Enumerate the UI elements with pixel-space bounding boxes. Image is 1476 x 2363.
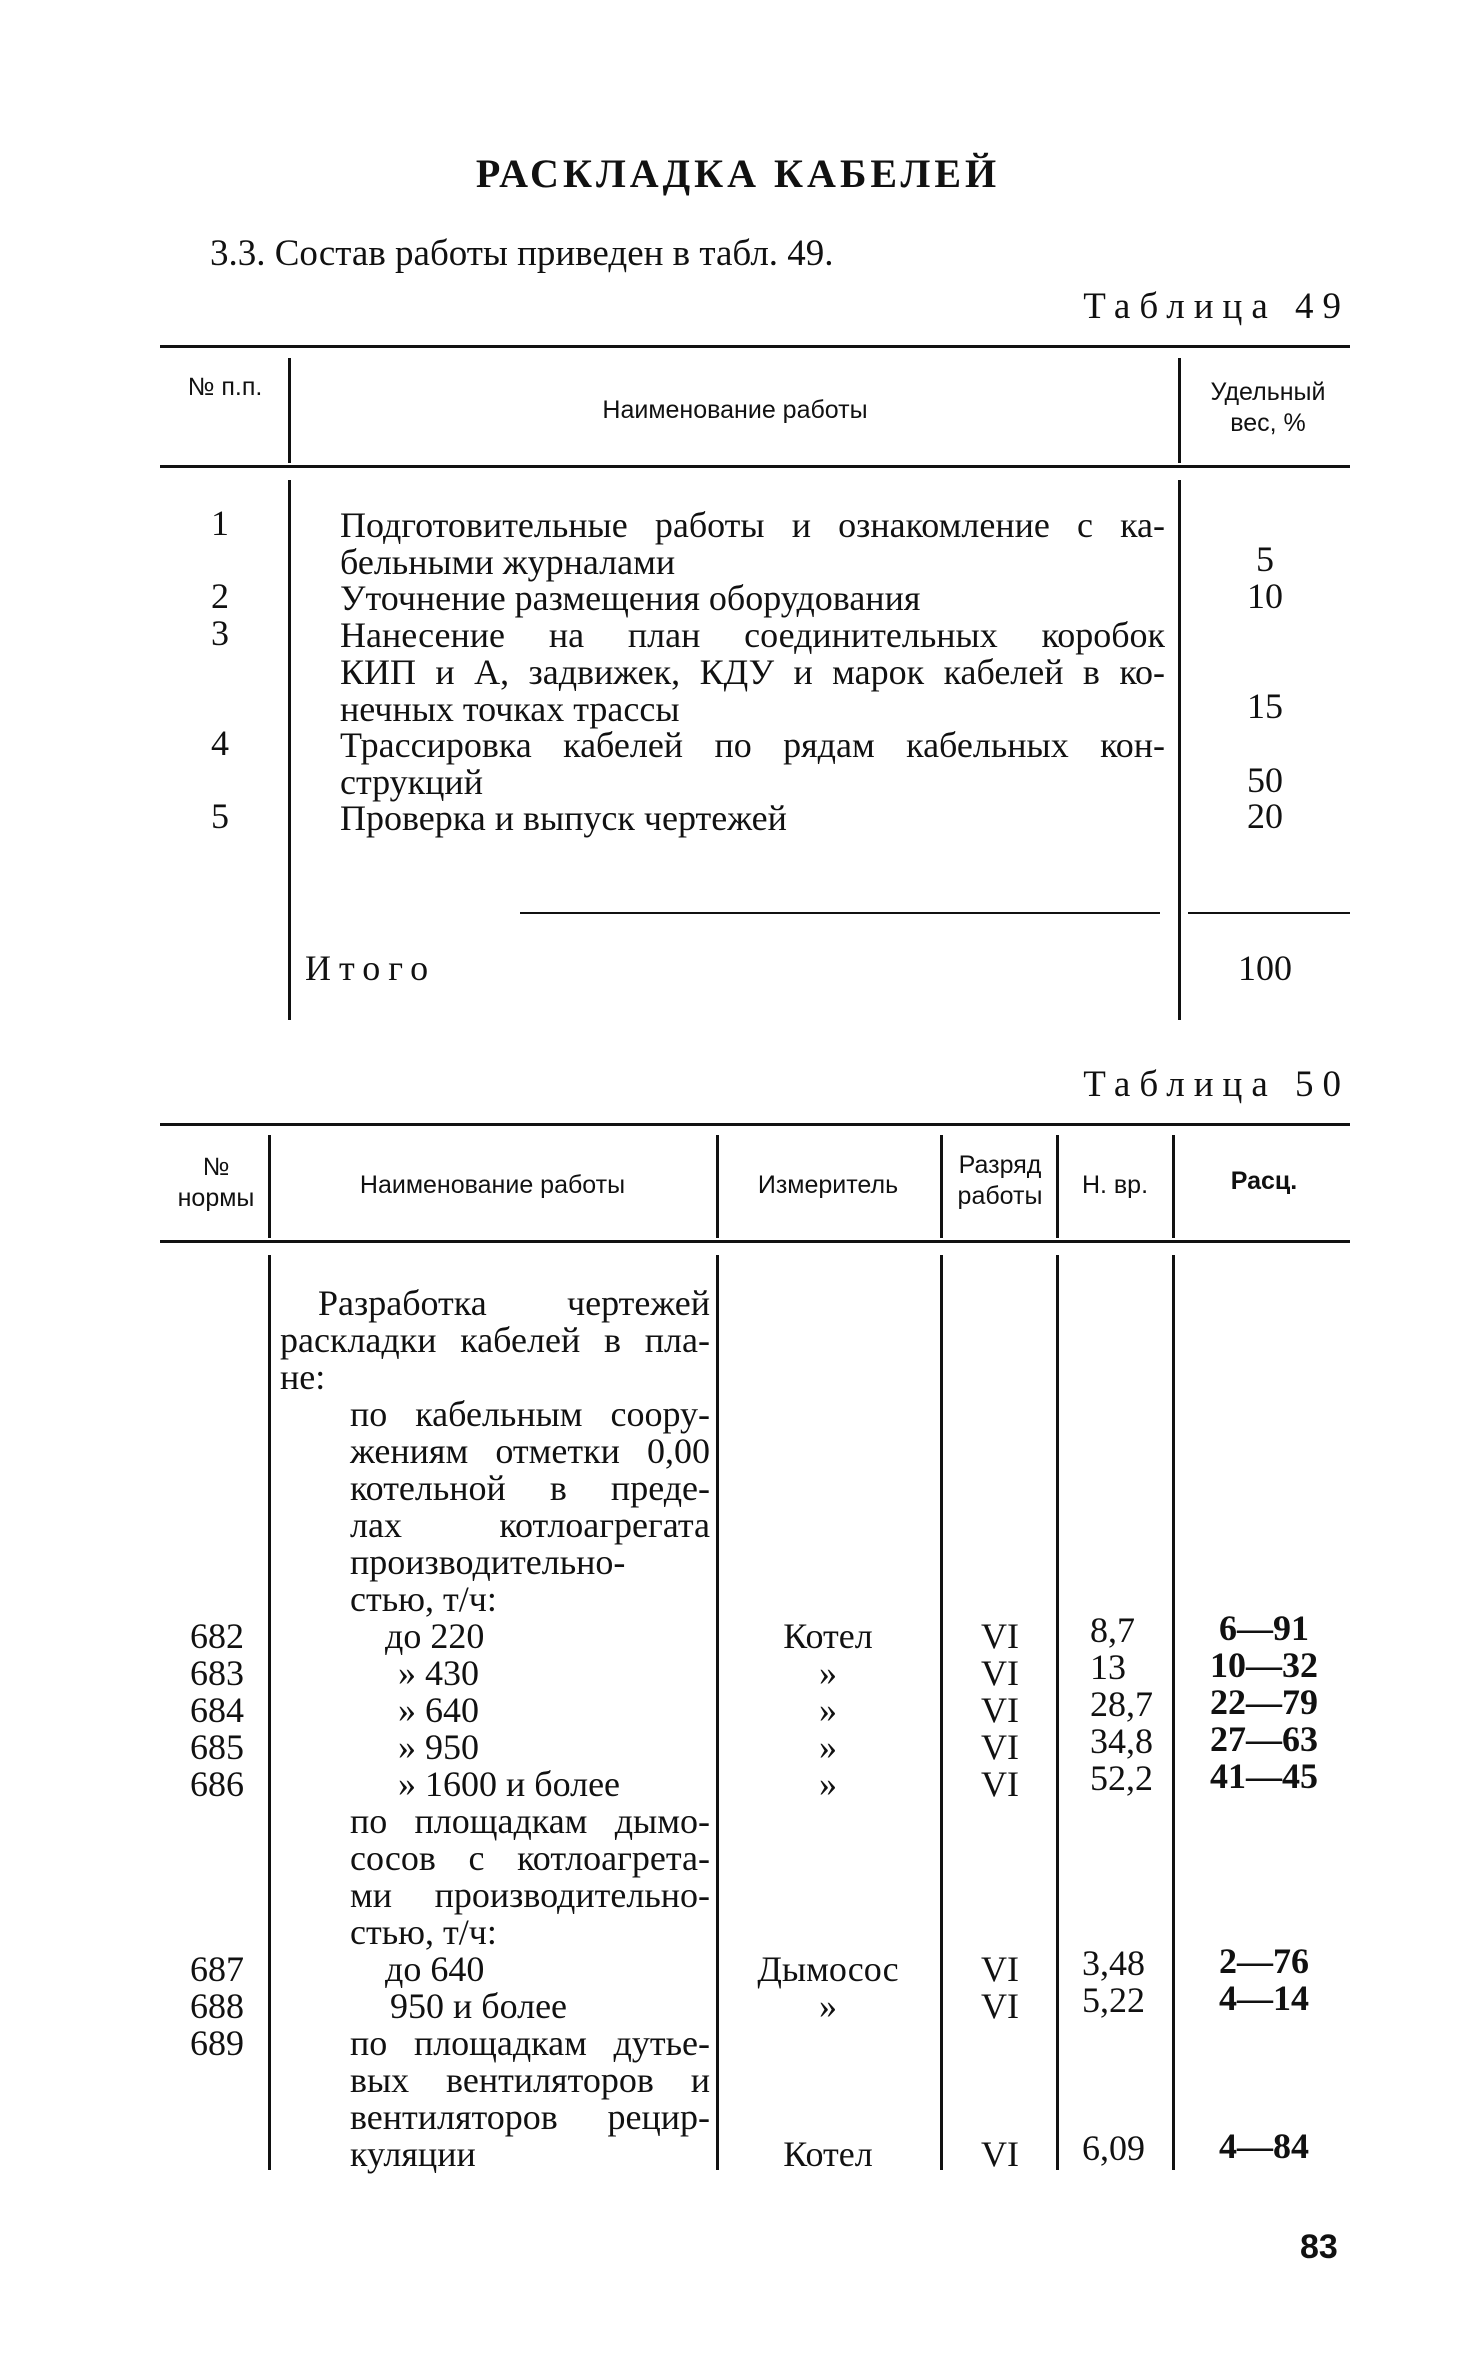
rate-cell: 27—63 [1210, 1719, 1318, 1759]
norm-number: 689 [190, 2023, 244, 2063]
grade-cell: VI [981, 1690, 1019, 1730]
table49-row-text: Уточнение размещения оборудования [340, 578, 921, 618]
table50-header-grade: Разряд работы [957, 1151, 1043, 1210]
grade-cell: VI [981, 1653, 1019, 1693]
table49-row-weight: 5 [1256, 539, 1274, 579]
rate-cell: 4—84 [1219, 2126, 1309, 2166]
table50-divider [268, 1255, 271, 2170]
time-cell: 8,7 [1090, 1610, 1135, 1650]
work-text-line: по кабельным соору- [350, 1394, 710, 1434]
table50-header-rule [160, 1240, 1350, 1243]
table49-row-text: струкций [340, 762, 483, 802]
norm-number: 687 [190, 1949, 244, 1989]
work-text-line: до 640 [385, 1949, 485, 1989]
work-text-line: сосов с котлоагрета- [350, 1838, 710, 1878]
unit-cell: » [819, 1727, 837, 1767]
unit-cell: Котел [783, 1616, 873, 1656]
table49-divider [1178, 480, 1181, 1020]
table49-top-rule [160, 345, 1350, 348]
table49-row-text: КИП и А, задвижек, КДУ и марок кабелей в ко- [340, 652, 1165, 692]
section-heading: РАСКЛАДКА КАБЕЛЕЙ [475, 151, 1001, 196]
table49-row-num: 1 [211, 503, 229, 543]
table50-header-rate: Расц. [1230, 1167, 1298, 1195]
unit-cell: » [819, 1690, 837, 1730]
time-cell: 3,48 [1082, 1943, 1145, 1983]
work-text-line: » 950 [398, 1727, 479, 1767]
work-text-line: производительно- [350, 1542, 626, 1582]
table49-divider [1178, 358, 1181, 463]
table50-header-num: № нормы [177, 1153, 255, 1212]
norm-number: 688 [190, 1986, 244, 2026]
table49-header-num: № п.п. [187, 373, 263, 401]
unit-cell: » [819, 1986, 837, 2026]
table49-row-text: Трассировка кабелей по рядам кабельных кон- [340, 725, 1165, 765]
work-text-line: стью, т/ч: [350, 1912, 497, 1952]
table50-divider [1056, 1135, 1059, 1238]
grade-cell: VI [981, 1616, 1019, 1656]
work-text-line: » 430 [398, 1653, 479, 1693]
rate-cell: 4—14 [1219, 1978, 1309, 2018]
table49-row-num: 4 [211, 723, 229, 763]
table49-row-text: Проверка и выпуск чертежей [340, 798, 787, 838]
table50-divider [940, 1255, 943, 2170]
table50-divider [940, 1135, 943, 1238]
work-text-line: вых вентиляторов и [350, 2060, 710, 2100]
rate-cell: 2—76 [1219, 1941, 1309, 1981]
table49-row-text: Нанесение на план соединительных коробок [340, 615, 1165, 655]
time-cell: 5,22 [1082, 1980, 1145, 2020]
table49-divider [288, 480, 291, 1020]
work-text-line: до 220 [385, 1616, 485, 1656]
rate-cell: 6—91 [1219, 1608, 1309, 1648]
total-rule [1188, 912, 1350, 914]
norm-number: 685 [190, 1727, 244, 1767]
table50-divider [268, 1135, 271, 1238]
rate-cell: 22—79 [1210, 1682, 1318, 1722]
norm-number: 682 [190, 1616, 244, 1656]
table50-divider [716, 1135, 719, 1238]
grade-cell: VI [981, 1949, 1019, 1989]
table50-header-unit: Измеритель [757, 1171, 899, 1199]
work-text-line: жениям отметки 0,00 [350, 1431, 710, 1471]
table49-header-name: Наименование работы [602, 396, 868, 424]
unit-cell: Дымосос [757, 1949, 899, 1989]
grade-cell: VI [981, 2134, 1019, 2174]
table50-divider [716, 1255, 719, 2170]
unit-cell: » [819, 1764, 837, 1804]
rate-cell: 10—32 [1210, 1645, 1318, 1685]
norm-number: 683 [190, 1653, 244, 1693]
time-cell: 34,8 [1090, 1721, 1153, 1761]
grade-cell: VI [981, 1727, 1019, 1767]
rate-cell: 41—45 [1210, 1756, 1318, 1796]
page-number: 83 [1300, 2228, 1338, 2266]
work-text-line: лах котлоагрегата [350, 1505, 710, 1545]
total-label: Итого [305, 948, 437, 988]
time-cell: 6,09 [1082, 2128, 1145, 2168]
work-text-line: раскладки кабелей в пла- [280, 1320, 710, 1360]
work-text-line: стью, т/ч: [350, 1579, 497, 1619]
total-value: 100 [1238, 948, 1292, 988]
table50-divider [1172, 1135, 1175, 1238]
table49-row-text: нечных точках трассы [340, 689, 680, 729]
time-cell: 52,2 [1090, 1758, 1153, 1798]
work-text-line: Разработка чертежей [318, 1283, 710, 1323]
table49-row-num: 3 [211, 613, 229, 653]
table49-row-num: 2 [211, 576, 229, 616]
work-text-line: 950 и более [390, 1986, 568, 2026]
grade-cell: VI [981, 1986, 1019, 2026]
table50-top-rule [160, 1123, 1350, 1126]
table49-header-weight: Удельный вес, % [1210, 378, 1326, 437]
work-text-line: » 640 [398, 1690, 479, 1730]
work-text-line: по площадкам дымо- [350, 1801, 710, 1841]
unit-cell: Котел [783, 2134, 873, 2174]
unit-cell: » [819, 1653, 837, 1693]
table49-row-weight: 20 [1247, 796, 1283, 836]
table49-row-text: Подготовительные работы и ознакомление с ка- [340, 505, 1165, 545]
norm-number: 686 [190, 1764, 244, 1804]
table49-divider [288, 358, 291, 463]
work-text-line: котельной в преде- [350, 1468, 710, 1508]
table49-row-weight: 50 [1247, 760, 1283, 800]
grade-cell: VI [981, 1764, 1019, 1804]
table50-header-time: Н. вр. [1081, 1171, 1149, 1199]
work-text-line: вентиляторов рецир- [350, 2097, 710, 2137]
table49-row-weight: 15 [1247, 686, 1283, 726]
total-rule [520, 912, 1160, 914]
work-text-line: ми производительно- [350, 1875, 710, 1915]
table49-row-num: 5 [211, 796, 229, 836]
table50-caption: Таблица 50 [1083, 1064, 1350, 1105]
table50-header-name: Наименование работы [359, 1171, 626, 1199]
work-text-line: не: [280, 1357, 326, 1397]
time-cell: 28,7 [1090, 1684, 1153, 1724]
table49-caption: Таблица 49 [1083, 286, 1350, 327]
norm-number: 684 [190, 1690, 244, 1730]
table49-row-text: бельными журналами [340, 542, 676, 582]
intro-paragraph: 3.3. Состав работы приведен в табл. 49. [210, 233, 834, 274]
table50-divider [1056, 1255, 1059, 2170]
work-text-line: по площадкам дутье- [350, 2023, 710, 2063]
table49-row-weight: 10 [1247, 576, 1283, 616]
work-text-line: куляции [350, 2134, 476, 2174]
table49-header-rule [160, 465, 1350, 468]
time-cell: 13 [1090, 1647, 1126, 1687]
work-text-line: » 1600 и более [398, 1764, 621, 1804]
table50-divider [1172, 1255, 1175, 2170]
